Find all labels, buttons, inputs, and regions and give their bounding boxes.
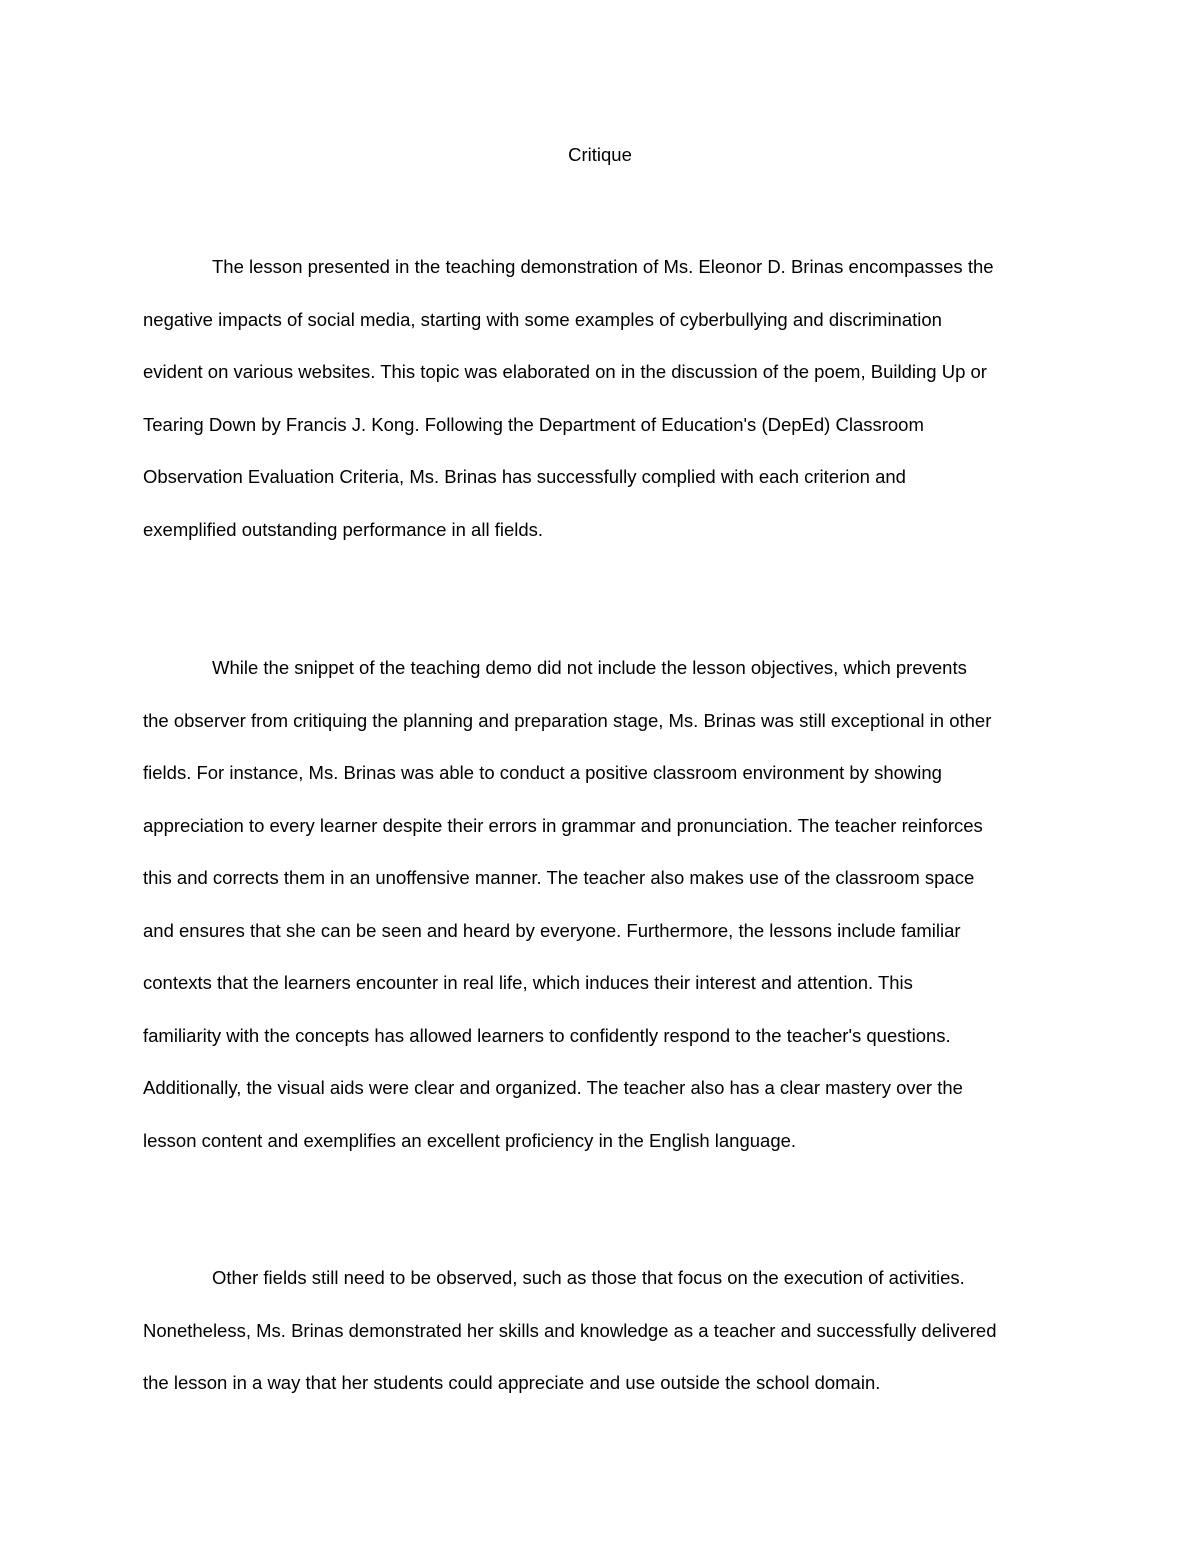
paragraph-line: the observer from critiquing the planning and preparation stage, Ms. Brinas was still exceptional in other	[143, 709, 992, 731]
paragraph-line: Nonetheless, Ms. Brinas demonstrated her skills and knowledge as a teacher and successfully delivered	[143, 1319, 997, 1341]
paragraph-line: negative impacts of social media, starting with some examples of cyberbullying and discrimination	[143, 308, 942, 330]
paragraph-2	[143, 642, 1063, 1167]
paragraph-line: and ensures that she can be seen and heard by everyone. Furthermore, the lessons include familiar	[143, 919, 961, 941]
document-title: Critique	[568, 144, 632, 165]
paragraph-1	[143, 241, 1063, 556]
paragraph-line: lesson content and exemplifies an excellent proficiency in the English language.	[143, 1129, 797, 1151]
paragraph-line: familiarity with the concepts has allowed learners to confidently respond to the teacher's questions.	[143, 1024, 951, 1046]
paragraph-line: contexts that the learners encounter in real life, which induces their interest and attention. This	[143, 972, 913, 993]
paragraph-line: this and corrects them in an unoffensive manner. The teacher also makes use of the classroom space	[143, 867, 975, 888]
paragraph-line: Observation Evaluation Criteria, Ms. Brinas has successfully complied with each criterion and	[143, 466, 906, 487]
paragraph-line: appreciation to every learner despite their errors in grammar and pronunciation. The teacher reinforces	[143, 814, 983, 836]
paragraph-line: the lesson in a way that her students could appreciate and use outside the school domain.	[143, 1372, 881, 1393]
paragraph-3	[143, 1252, 1063, 1410]
paragraph-line: The lesson presented in the teaching demonstration of Ms. Eleonor D. Brinas encompasses the	[212, 256, 994, 277]
paragraph-line: Additionally, the visual aids were clear and organized. The teacher also has a clear mastery over the	[143, 1077, 963, 1098]
paragraph-line: exemplified outstanding performance in all fields.	[143, 518, 544, 540]
paragraph-line: evident on various websites. This topic was elaborated on in the discussion of the poem, Building Up or	[143, 361, 987, 382]
paragraph-line: Tearing Down by Francis J. Kong. Following the Department of Education's (DepEd) Classroom	[143, 413, 924, 435]
paragraph-line: fields. For instance, Ms. Brinas was able to conduct a positive classroom environment by showing	[143, 762, 942, 783]
paragraph-line: Other fields still need to be observed, such as those that focus on the execution of activities.	[212, 1267, 965, 1288]
paragraph-line: While the snippet of the teaching demo did not include the lesson objectives, which prevents	[212, 657, 967, 678]
